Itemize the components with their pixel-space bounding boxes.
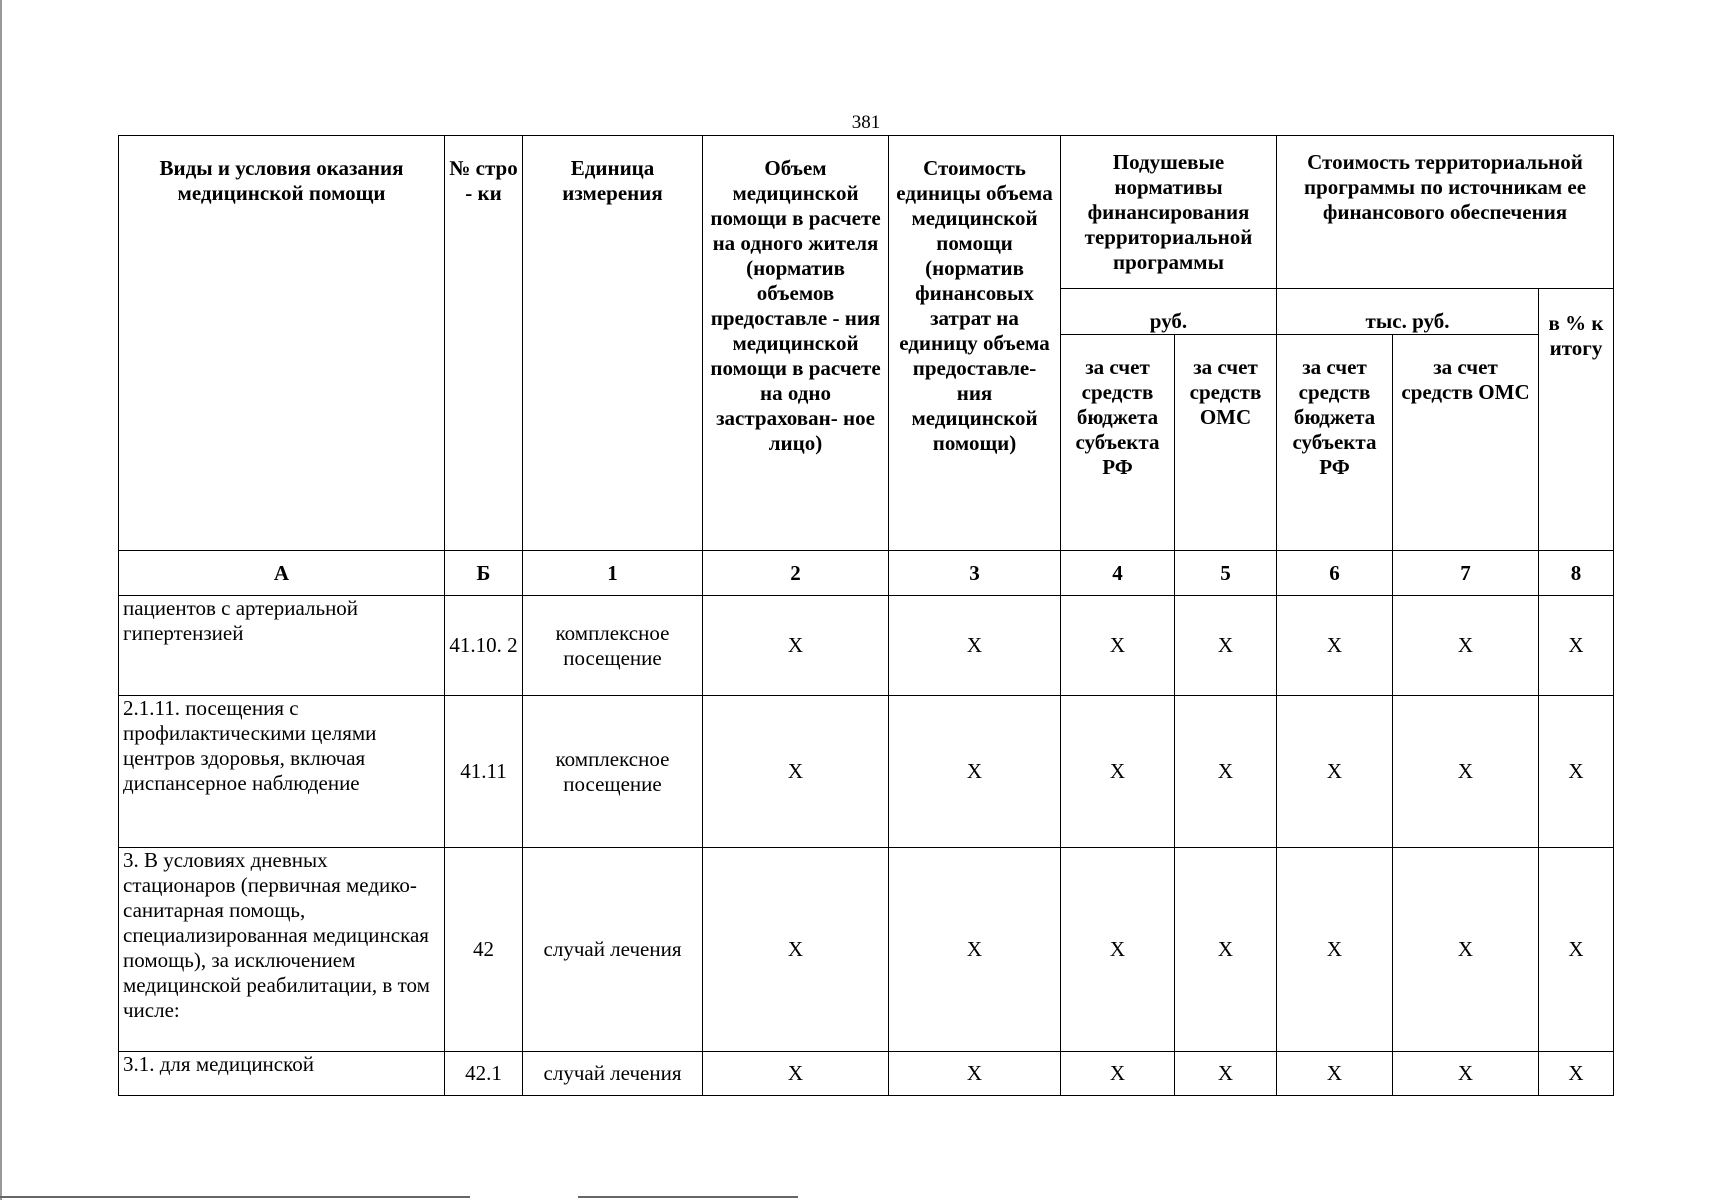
row-value: X <box>1539 696 1614 848</box>
header-unit: Единица измерения <box>523 136 703 551</box>
row-value: X <box>1539 1052 1614 1096</box>
row-value: X <box>889 848 1061 1052</box>
row-value: X <box>1061 696 1175 848</box>
column-index: 6 <box>1277 551 1393 596</box>
header-cost-oms: за счет средств ОМС <box>1393 335 1539 551</box>
column-index: 8 <box>1539 551 1614 596</box>
row-care-type: 2.1.11. посещения с профилактическими целями центров здоровья, включая диспансерное наблюдение <box>119 696 445 848</box>
row-care-type: 3. В условиях дневных стационаров (первичная медико-санитарная помощь, специализированная медицинская помощь), за исключением медицинской реабилитации, в том числе: <box>119 848 445 1052</box>
row-value: X <box>1061 1052 1175 1096</box>
row-care-type: пациентов с артериальной гипертензией <box>119 596 445 696</box>
column-index: А <box>119 551 445 596</box>
header-per-capita-norms: Подушевые нормативы финансирования территориальной программы <box>1061 136 1277 289</box>
header-volume: Объем медицинской помощи в расчете на одного жителя (норматив объемов предоставле - ния медицинской помощи в расчете на одно застрахован- ное лицо) <box>703 136 889 551</box>
row-value: X <box>1175 596 1277 696</box>
page-number: 381 <box>851 112 881 133</box>
column-index: Б <box>445 551 523 596</box>
scan-bottom-edge <box>578 1196 798 1198</box>
row-unit: комплексное посещение <box>523 596 703 696</box>
row-value: X <box>1393 1052 1539 1096</box>
row-line-number: 42.1 <box>445 1052 523 1096</box>
header-unit-cost: Стоимость единицы объема медицинской помощи (норматив финансовых затрат на единицу объема предоставле- ния медицинской помощи) <box>889 136 1061 551</box>
column-index: 2 <box>703 551 889 596</box>
row-unit: случай лечения <box>523 848 703 1052</box>
header-percent-of-total: в % к итогу <box>1539 289 1614 551</box>
header-care-type: Виды и условия оказания медицинской помощи <box>119 136 445 551</box>
row-line-number: 41.10. 2 <box>445 596 523 696</box>
row-value: X <box>1277 848 1393 1052</box>
table-row <box>119 848 1614 1052</box>
row-care-type: 3.1. для медицинской <box>119 1052 445 1096</box>
row-value: X <box>1175 848 1277 1052</box>
row-value: X <box>889 696 1061 848</box>
row-value: X <box>703 696 889 848</box>
header-per-capita-budget: за счет средств бюджета субъекта РФ <box>1061 335 1175 551</box>
row-value: X <box>1393 596 1539 696</box>
row-value: X <box>703 596 889 696</box>
column-index: 5 <box>1175 551 1277 596</box>
column-index: 7 <box>1393 551 1539 596</box>
row-value: X <box>1175 1052 1277 1096</box>
row-value: X <box>703 848 889 1052</box>
row-value: X <box>1175 696 1277 848</box>
column-index: 4 <box>1061 551 1175 596</box>
row-line-number: 41.11 <box>445 696 523 848</box>
header-program-cost: Стоимость территориальной программы по источникам ее финансового обеспечения <box>1277 136 1614 289</box>
row-unit: комплексное посещение <box>523 696 703 848</box>
row-value: X <box>1539 848 1614 1052</box>
column-index: 1 <box>523 551 703 596</box>
row-value: X <box>1393 848 1539 1052</box>
row-value: X <box>1061 596 1175 696</box>
row-value: X <box>889 1052 1061 1096</box>
row-value: X <box>703 1052 889 1096</box>
table-row <box>119 596 1614 696</box>
header-line-number: № стро - ки <box>445 136 523 551</box>
medical-care-table <box>118 135 1614 1096</box>
header-unit-rub: руб. <box>1061 289 1277 335</box>
column-index: 3 <box>889 551 1061 596</box>
row-line-number: 42 <box>445 848 523 1052</box>
page-left-edge <box>0 0 2 1200</box>
row-value: X <box>1277 596 1393 696</box>
table-row <box>119 1052 1614 1096</box>
row-value: X <box>1393 696 1539 848</box>
row-value: X <box>889 596 1061 696</box>
header-cost-budget: за счет средств бюджета субъекта РФ <box>1277 335 1393 551</box>
header-unit-thousand-rub: тыс. руб. <box>1277 289 1539 335</box>
row-value: X <box>1277 1052 1393 1096</box>
table-row <box>119 696 1614 848</box>
row-value: X <box>1061 848 1175 1052</box>
row-unit: случай лечения <box>523 1052 703 1096</box>
row-value: X <box>1277 696 1393 848</box>
scan-bottom-edge <box>0 1196 470 1198</box>
row-value: X <box>1539 596 1614 696</box>
header-per-capita-oms: за счет средств ОМС <box>1175 335 1277 551</box>
column-index-row <box>119 551 1614 596</box>
